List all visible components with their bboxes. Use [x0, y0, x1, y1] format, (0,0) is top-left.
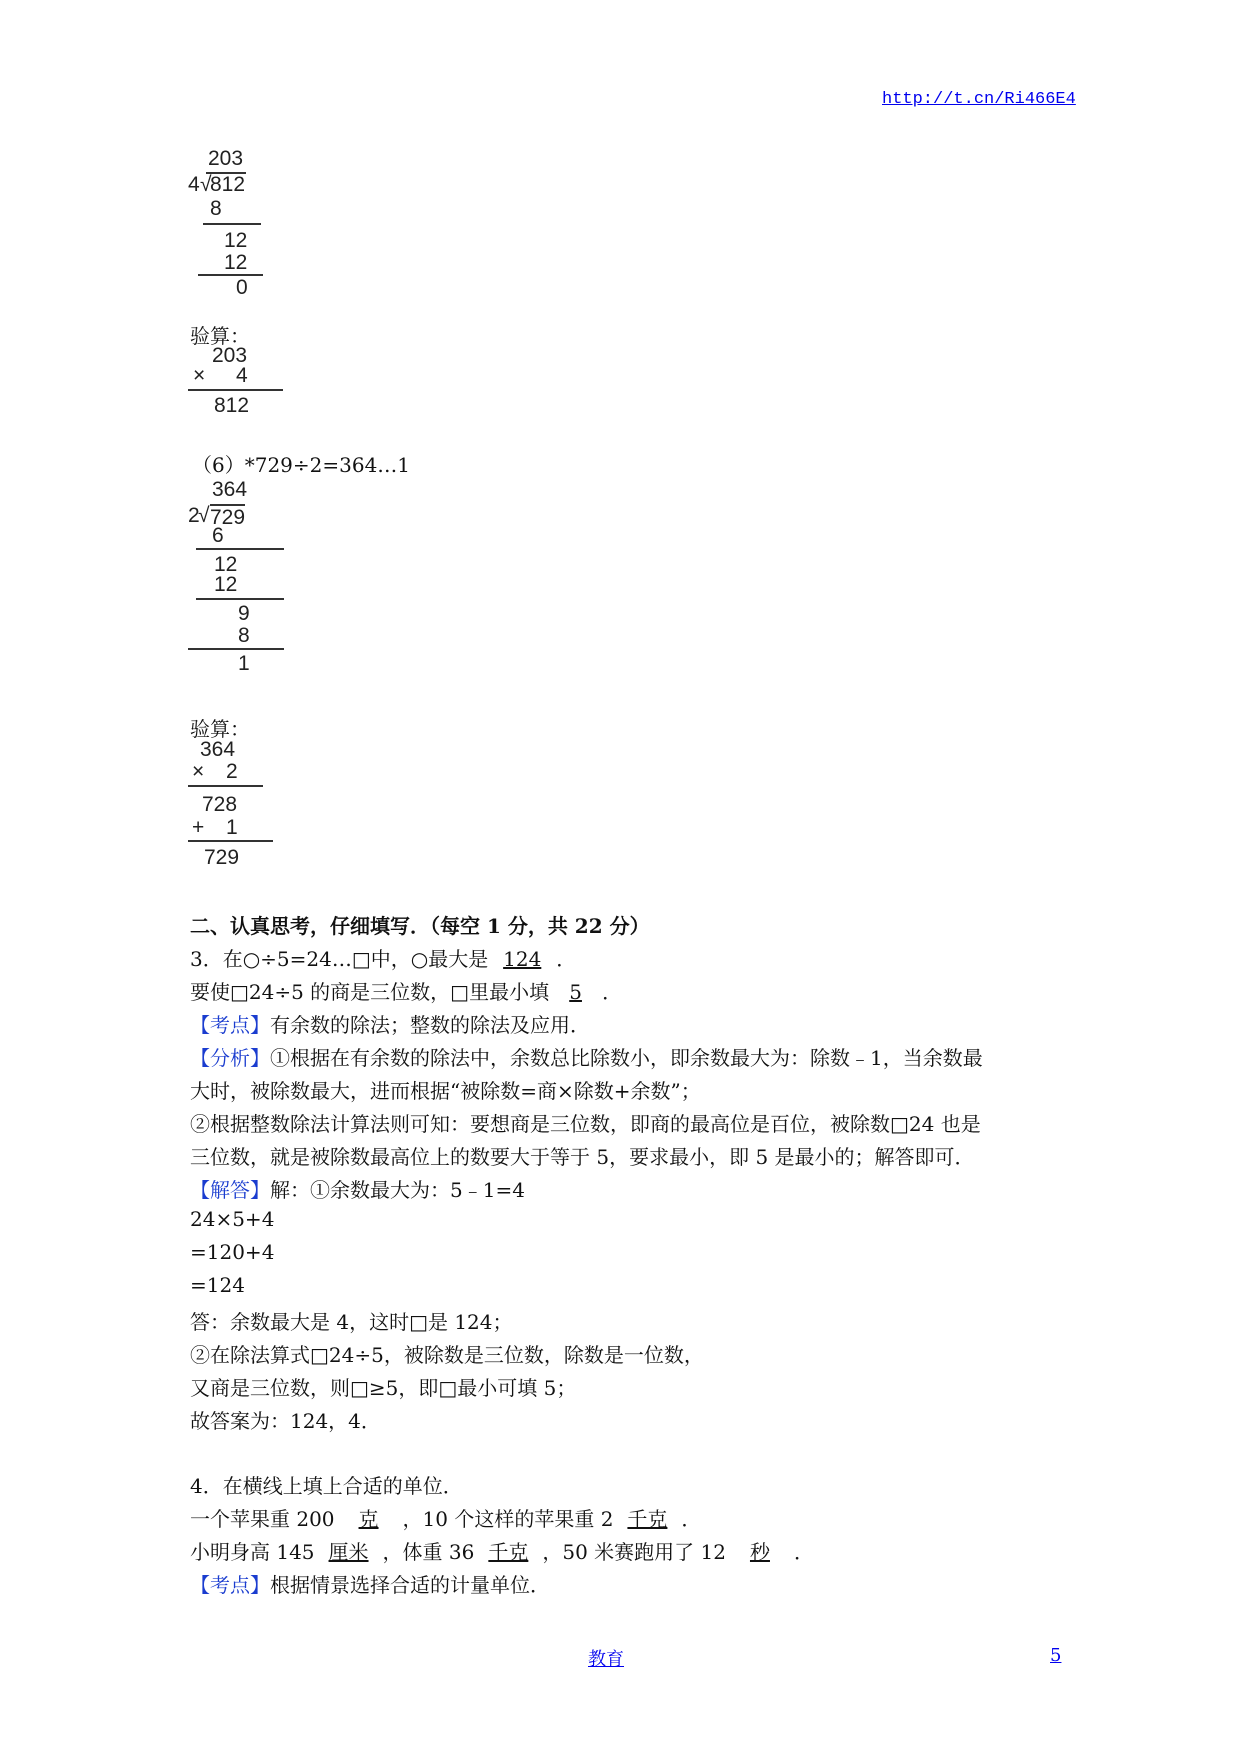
fenxi-tag: 【分析】 [190, 1046, 270, 1070]
result: 729 [204, 846, 240, 869]
step: 6 [212, 524, 224, 547]
quotient: 364 [212, 478, 248, 501]
text: ②在除法算式□24÷5，被除数是三位数，除数是一位数， [190, 1343, 704, 1367]
text: =120+4 [190, 1240, 275, 1264]
text: 小明身高 145 [190, 1540, 315, 1564]
q3-jieda [190, 1174, 525, 1203]
dividend: 812 [210, 173, 246, 196]
page-number-link[interactable]: 5 [1050, 1645, 1062, 1666]
operand: 203 [212, 344, 248, 367]
check-label: 验算： [190, 324, 250, 348]
q3-line2 [190, 976, 622, 1005]
text: ． [793, 1540, 814, 1564]
kaodian-tag: 【考点】 [190, 1013, 270, 1037]
step: 12 [214, 573, 238, 596]
text: 答：余数最大是 4，这时□是 124； [190, 1310, 513, 1334]
answer-blank: 厘米 [328, 1540, 369, 1564]
remainder: 0 [236, 276, 248, 299]
text: 3．在○÷5=24…□中，○最大是 [190, 947, 489, 971]
text: 三位数，就是被除数最高位上的数要大于等于 5，要求最小，即 5 是最小的；解答即可． [190, 1145, 975, 1169]
text: 有余数的除法；整数的除法及应用． [270, 1013, 590, 1037]
header-url-link[interactable]: http://t.cn/Ri466E4 [882, 90, 1076, 109]
q3-fenxi [190, 1042, 983, 1071]
long-division-812-by-4: 203 4 √ 812 8 12 12 0 [188, 147, 278, 299]
quotient: 203 [208, 147, 244, 170]
text: ②根据整数除法计算法则可知：要想商是三位数，即商的最高位是百位，被除数□24 也是 [190, 1112, 981, 1136]
answer-blank: 秒 [749, 1540, 770, 1564]
text: ． [681, 1507, 702, 1531]
dividend: 729 [210, 506, 246, 529]
text: 要使□24÷5 的商是三位数，□里最小填 [190, 980, 550, 1004]
section-title: 二、认真思考，仔细填写．（每空 1 分，共 22 分） [190, 914, 650, 938]
product: 728 [202, 793, 238, 816]
operand: 2 [226, 760, 238, 783]
text: 24×5+4 [190, 1207, 275, 1231]
text: ①根据在有余数的除法中，余数总比除数小，即余数最大为：除数﹣1，当余数最 [270, 1046, 983, 1070]
remainder: 1 [238, 652, 250, 675]
step: 8 [210, 197, 222, 220]
long-division-729-by-2: 364 2 √ 729 6 12 12 9 8 1 [188, 478, 288, 678]
operand: 1 [226, 816, 238, 839]
text: 又商是三位数，则□≥5，即□最小可填 5； [190, 1376, 577, 1400]
operand: 4 [236, 364, 248, 387]
q3-kaodian [190, 1009, 590, 1038]
text: =124 [190, 1273, 245, 1297]
q4-kaodian [190, 1569, 550, 1598]
operator: + [192, 816, 205, 839]
operand: 364 [200, 738, 236, 761]
text: 一个苹果重 200 [190, 1507, 335, 1531]
operator: × [193, 364, 206, 387]
step: 12 [224, 229, 248, 252]
text: ． [556, 947, 577, 971]
q3-line1 [190, 943, 576, 972]
answer-blank: 124 [503, 947, 542, 971]
footer-link[interactable]: 教育 [588, 1649, 624, 1670]
divisor: 4 [188, 173, 200, 196]
text: 故答案为：124，4． [190, 1409, 381, 1433]
text: 大时，被除数最大，进而根据“被除数=商×除数+余数”； [190, 1079, 701, 1103]
q4-line1 [190, 1503, 701, 1532]
answer-blank: 千克 [488, 1540, 529, 1564]
result: 812 [214, 394, 250, 417]
text: ，体重 36 [382, 1540, 475, 1564]
q4-title: 4．在横线上填上合适的单位． [190, 1474, 463, 1498]
answer-blank: 千克 [627, 1507, 668, 1531]
answer-blank: 克 [358, 1507, 379, 1531]
q4-line2 [190, 1536, 814, 1565]
step: 9 [238, 602, 250, 625]
kaodian-tag: 【考点】 [190, 1573, 270, 1597]
check-multiplication-2 [188, 738, 278, 873]
step: 12 [214, 553, 238, 576]
item-6-title: （6）*729÷2=364…1 [192, 453, 411, 477]
text: 解：①余数最大为：5﹣1=4 [270, 1178, 525, 1202]
answer-blank: 5 [569, 980, 582, 1004]
jieda-tag: 【解答】 [190, 1178, 270, 1202]
text: ，10 个这样的苹果重 2 [402, 1507, 614, 1531]
operator: × [192, 760, 205, 783]
check-multiplication-1 [188, 344, 283, 419]
step: 8 [238, 624, 250, 647]
check-label: 验算： [190, 717, 250, 741]
text: ，50 米赛跑用了 12 [542, 1540, 726, 1564]
text: ． [602, 980, 623, 1004]
text: 根据情景选择合适的计量单位． [270, 1573, 550, 1597]
step: 12 [224, 251, 248, 274]
divisor: 2 [188, 504, 200, 527]
